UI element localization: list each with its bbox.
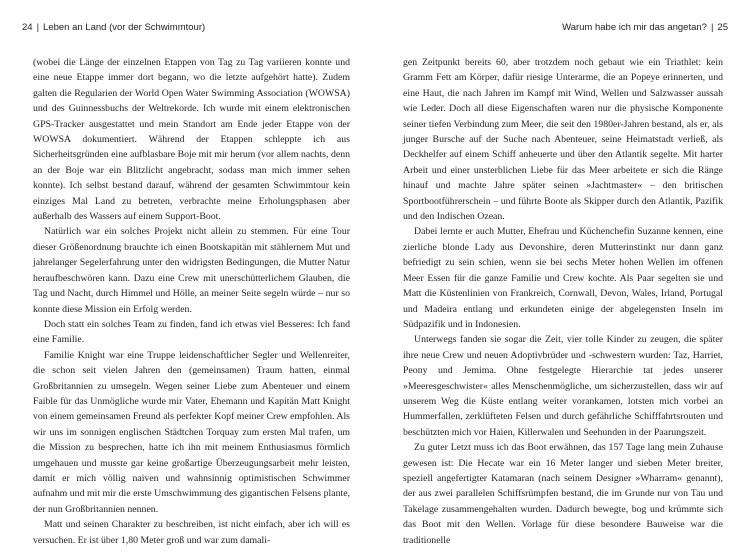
left-chapter-title: Leben an Land (vor der Schwimmtour) <box>43 22 206 33</box>
left-page-number: 24 <box>22 22 33 33</box>
left-running-header <box>22 22 205 33</box>
header-separator: | <box>36 22 40 33</box>
paragraph: Doch statt ein solches Team zu finden, fand ich etwas viel Besseres: Ich fand eine Familie. <box>33 318 350 346</box>
right-page <box>375 0 750 556</box>
paragraph: Natürlich war ein solches Projekt nicht allein zu stemmen. Für eine Tour dieser Größenordnung brauchte ich einen Bootskapitän mit stählernem Mut und jahrelanger Segelerfahrung unter den widrigsten Bedingungen, die Mutter Natur heraufbeschwören kann. Dazu eine Crew mit unerschütterlichem Glauben, die Tag und Nacht, durch Himmel und Hölle, an meiner Seite segeln würde – nur so konnte diese Mission ein Erfolg werden. <box>33 226 350 315</box>
right-chapter-title: Warum habe ich mir das angetan? <box>562 22 707 33</box>
paragraph: Matt und seinen Charakter zu beschreiben, ist nicht einfach, aber ich will es versuchen. Er ist über 1,80 Meter groß und war zum damali- <box>33 519 350 546</box>
header-separator: | <box>710 22 714 33</box>
right-running-header <box>562 22 728 33</box>
right-page-number: 25 <box>717 22 728 33</box>
paragraph: gen Zeitpunkt bereits 60, aber trotzdem noch gebaut wie ein Triathlet: kein Gramm Fett am Körper, dafür riesige Unterarme, die an Popeye erinnerten, und eine Haut, die nach Jahren im Kampf mit Wind, Wellen und Salzwasser aussah wie Leder. Doch all diese Eigenschaften waren nur die physische Komponente seiner tiefen Verbindung zum Meer, die seit den 1980er-Jahren bestand, als er, als junger Bursche auf der Suche nach Abenteuer, seine Heimatstadt verließ, als Deckhelfer auf einem Schiff anheuerte und über den Atlantik segelte. Mit harter Arbeit und einer unsterblichen Liebe für das Meer arbeitete er sich die Ränge hinauf und machte Jahre später seinen »Jachtmaster« – den britischen Sportbootführerschein – und führte Boote als Skipper durch den Atlantik, Pazifik und den Indischen Ozean. <box>403 57 723 223</box>
paragraph: Dabei lernte er auch Mutter, Ehefrau und Küchenchefin Suzanne kennen, eine zierliche blonde Lady aus Devonshire, deren Mutterinstinkt nur dann ganz befriedigt zu sein schien, wenn sie bei sechs Meter hohen Wellen im offenen Meer Essen für die ganze Familie und Crew kochte. Als Paar segelten sie und Matt die Küstenlinien von Frankreich, Cornwall, Devon, Wales, Irland, Portugal und Madeira entlang und erkundeten einige der abgelegensten Inseln im Südpazifik und in Indonesien. <box>403 226 723 330</box>
paragraph: Familie Knight war eine Truppe leidenschaftlicher Segler und Wellenreiter, die schon seit vielen Jahren den (gemeinsamen) Traum hatten, einmal Großbritannien zu umsegeln. Wegen seiner Liebe zum Abenteuer und einem Faible für das Unmögliche wurde mir Vater, Ehemann und Kapitän Matt Knight von einem gemeinsamen Freund als perfekter Kopf meiner Crew empfohlen. Als wir uns im sonnigen englischen Städtchen Torquay zum ersten Mal trafen, um die Mission zu besprechen, hatte ich ihn mit meinem Enthusiasmus förmlich umgehauen und musste gar keine großartige Überzeugungsarbeit mehr leisten, damit er mich völlig naiven und wahnsinnig optimistischen Schwimmer aufnahm und mit mir die erste Umschwimmung des gigantischen Felsens plante, der nun Großbritannien nennen. <box>33 349 350 515</box>
left-body-text <box>33 55 350 548</box>
right-body-text <box>403 55 723 548</box>
paragraph: Zu guter Letzt muss ich das Boot erwähnen, das 157 Tage lang mein Zuhause gewesen ist: Die Hecate war ein 16 Meter langer und sieben Meter breiter, speziell angefertigter Katamaran (nach seinem Designer »Wharram« genannt), der aus zwei parallelen Schiffsrümpfen bestand, die im Grunde nur von Tau und Takelage zusammengehalten wurden. Dadurch bewegte, bog und krümmte sich das Boot mit den Wellen. Vorlage für diese besondere Bauweise war die traditionelle <box>403 442 723 546</box>
paragraph: Unterwegs fanden sie sogar die Zeit, vier tolle Kinder zu zeugen, die später ihre neue Crew und neuen Adoptivbrüder und -schwestern wurden: Taz, Harriet, Peony und Jemima. Ohne festgelegte Hierarchie tat jedes unserer »Meeresgeschwister« alles Menschenmögliche, um sicherzustellen, dass wir auf unserem Weg die Küste entlang weiter vorankamen, lotsten mich vorbei an Hummerfallen, zerklüfteten Felsen und durch gefährliche Schifffahrtsrouten und beschützten mich vor Haien, Killerwalen und Seehunden in der Paarungszeit. <box>403 334 723 438</box>
paragraph: (wobei die Länge der einzelnen Etappen von Tag zu Tag variieren konnte und eine neue Etappe immer dort begann, wo die letzte aufgehört hatte). Zudem galten die Regularien der World Open Water Swimming Association (WOWSA) und des Guinnessbuchs der Weltrekorde. Ich wurde mit einem elektronischen GPS-Tracker ausgestattet und mein Standort am Ende jeder Etappe von der WOWSA dokumentiert. Während der Etappen schleppte ich aus Sicherheitsgründen eine aufblasbare Boje mit mir herum (vor allem nachts, denn an der Boje war ein Blitzlicht angebracht, sodass man mich immer sehen konnte). Ich selbst bestand darauf, während der gesamten Schwimmtour kein einziges Mal Land zu betreten, verbrachte meine Erholungsphasen aber außerhalb des Wassers auf einem Support-Boot. <box>33 57 350 223</box>
